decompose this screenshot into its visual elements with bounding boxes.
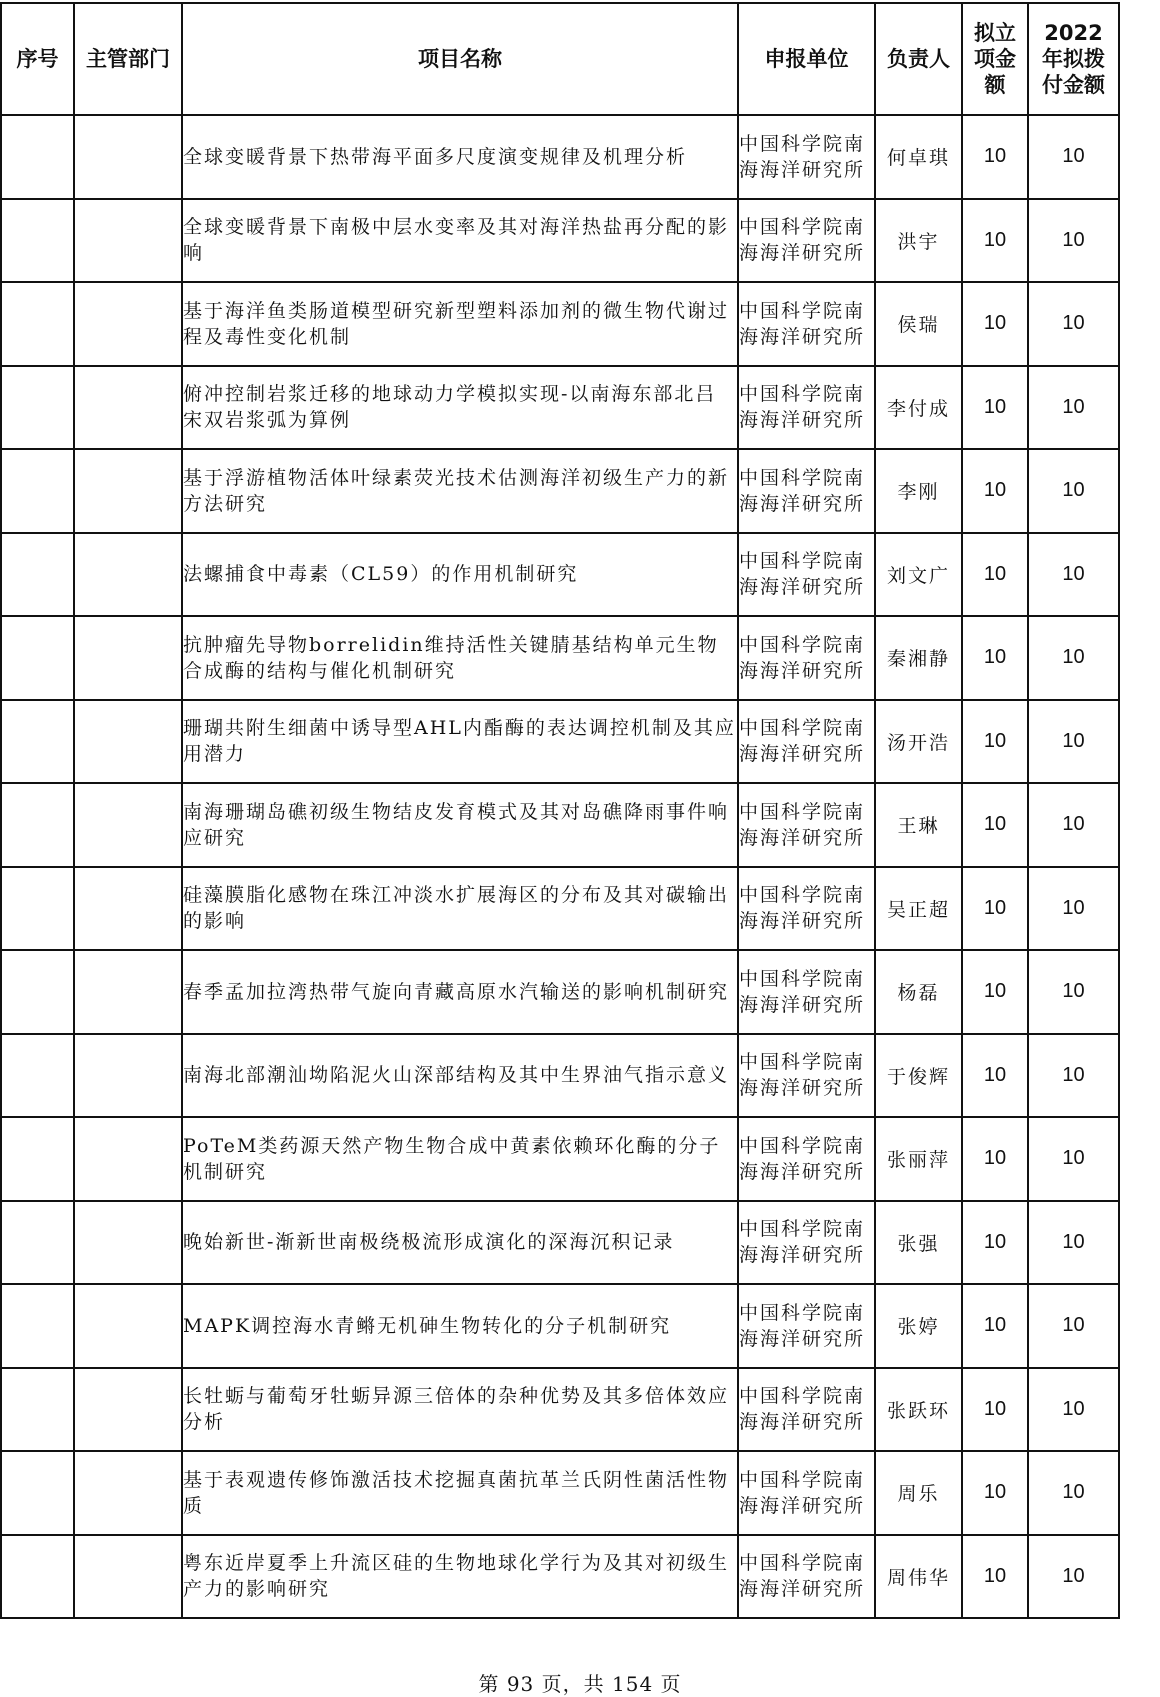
project-table (0, 2, 1120, 1619)
cell-dept (74, 1034, 182, 1118)
cell-alloc: 10 (1028, 449, 1119, 533)
table-row (1, 1451, 1119, 1535)
cell-project-name: 俯冲控制岩浆迁移的地球动力学模拟实现-以南海东部北吕宋双岩浆弧为算例 (182, 366, 738, 450)
cell-project-name: MAPK调控海水青鳉无机砷生物转化的分子机制研究 (182, 1284, 738, 1368)
cell-unit: 中国科学院南海海洋研究所 (738, 867, 875, 951)
cell-lead: 张婷 (875, 1284, 962, 1368)
cell-unit: 中国科学院南海海洋研究所 (738, 1535, 875, 1619)
table-row (1, 783, 1119, 867)
cell-amount: 10 (962, 199, 1028, 283)
cell-lead: 李付成 (875, 366, 962, 450)
cell-seq (1, 1535, 74, 1619)
cell-lead: 吴正超 (875, 867, 962, 951)
cell-dept (74, 1201, 182, 1285)
cell-seq (1, 1117, 74, 1201)
cell-dept (74, 1535, 182, 1619)
cell-seq (1, 533, 74, 617)
table-row (1, 1284, 1119, 1368)
cell-amount: 10 (962, 1368, 1028, 1452)
cell-seq (1, 1034, 74, 1118)
cell-project-name: 粤东近岸夏季上升流区硅的生物地球化学行为及其对初级生产力的影响研究 (182, 1535, 738, 1619)
cell-alloc: 10 (1028, 616, 1119, 700)
table-row (1, 1368, 1119, 1452)
cell-amount: 10 (962, 1535, 1028, 1619)
table-row (1, 282, 1119, 366)
header-seq: 序号 (1, 3, 74, 115)
cell-lead: 周伟华 (875, 1535, 962, 1619)
cell-project-name: 春季孟加拉湾热带气旋向青藏高原水汽输送的影响机制研究 (182, 950, 738, 1034)
cell-lead: 汤开浩 (875, 700, 962, 784)
cell-amount: 10 (962, 950, 1028, 1034)
table-row (1, 1201, 1119, 1285)
cell-seq (1, 1451, 74, 1535)
cell-amount: 10 (962, 449, 1028, 533)
cell-dept (74, 1117, 182, 1201)
cell-seq (1, 783, 74, 867)
cell-lead: 洪宇 (875, 199, 962, 283)
cell-lead: 王琳 (875, 783, 962, 867)
header-dept: 主管部门 (74, 3, 182, 115)
cell-seq (1, 1368, 74, 1452)
cell-dept (74, 199, 182, 283)
cell-unit: 中国科学院南海海洋研究所 (738, 700, 875, 784)
header-row (1, 3, 1119, 115)
cell-unit: 中国科学院南海海洋研究所 (738, 1368, 875, 1452)
cell-project-name: 法螺捕食中毒素（CL59）的作用机制研究 (182, 533, 738, 617)
cell-project-name: PoTeM类药源天然产物生物合成中黄素依赖环化酶的分子机制研究 (182, 1117, 738, 1201)
cell-amount: 10 (962, 1034, 1028, 1118)
cell-alloc: 10 (1028, 867, 1119, 951)
cell-alloc: 10 (1028, 115, 1119, 199)
cell-alloc: 10 (1028, 1368, 1119, 1452)
cell-amount: 10 (962, 366, 1028, 450)
cell-lead: 张跃环 (875, 1368, 962, 1452)
cell-project-name: 基于表观遗传修饰激活技术挖掘真菌抗革兰氏阴性菌活性物质 (182, 1451, 738, 1535)
cell-amount: 10 (962, 282, 1028, 366)
cell-project-name: 长牡蛎与葡萄牙牡蛎异源三倍体的杂种优势及其多倍体效应分析 (182, 1368, 738, 1452)
cell-unit: 中国科学院南海海洋研究所 (738, 950, 875, 1034)
cell-unit: 中国科学院南海海洋研究所 (738, 1201, 875, 1285)
cell-alloc: 10 (1028, 1535, 1119, 1619)
cell-seq (1, 199, 74, 283)
table-row (1, 533, 1119, 617)
table-row (1, 700, 1119, 784)
cell-seq (1, 867, 74, 951)
cell-alloc: 10 (1028, 700, 1119, 784)
cell-alloc: 10 (1028, 783, 1119, 867)
cell-project-name: 南海珊瑚岛礁初级生物结皮发育模式及其对岛礁降雨事件响应研究 (182, 783, 738, 867)
cell-project-name: 南海北部潮汕坳陷泥火山深部结构及其中生界油气指示意义 (182, 1034, 738, 1118)
cell-lead: 张丽萍 (875, 1117, 962, 1201)
header-amount: 拟立项金额 (962, 3, 1028, 115)
cell-lead: 何卓琪 (875, 115, 962, 199)
cell-project-name: 抗肿瘤先导物borrelidin维持活性关键腈基结构单元生物合成酶的结构与催化机制研究 (182, 616, 738, 700)
cell-alloc: 10 (1028, 1201, 1119, 1285)
cell-dept (74, 783, 182, 867)
cell-unit: 中国科学院南海海洋研究所 (738, 616, 875, 700)
cell-amount: 10 (962, 533, 1028, 617)
cell-seq (1, 449, 74, 533)
cell-lead: 于俊辉 (875, 1034, 962, 1118)
header-lead: 负责人 (875, 3, 962, 115)
cell-lead: 张强 (875, 1201, 962, 1285)
table-row (1, 1117, 1119, 1201)
table-row (1, 449, 1119, 533)
cell-dept (74, 1368, 182, 1452)
cell-lead: 刘文广 (875, 533, 962, 617)
cell-project-name: 全球变暖背景下热带海平面多尺度演变规律及机理分析 (182, 115, 738, 199)
cell-lead: 杨磊 (875, 950, 962, 1034)
cell-dept (74, 616, 182, 700)
cell-project-name: 硅藻膜脂化感物在珠江冲淡水扩展海区的分布及其对碳输出的影响 (182, 867, 738, 951)
cell-unit: 中国科学院南海海洋研究所 (738, 533, 875, 617)
cell-dept (74, 1284, 182, 1368)
cell-lead: 秦湘静 (875, 616, 962, 700)
cell-dept (74, 867, 182, 951)
table-row (1, 867, 1119, 951)
table-row (1, 199, 1119, 283)
cell-seq (1, 282, 74, 366)
cell-dept (74, 700, 182, 784)
cell-seq (1, 1284, 74, 1368)
cell-alloc: 10 (1028, 1284, 1119, 1368)
cell-unit: 中国科学院南海海洋研究所 (738, 1284, 875, 1368)
cell-alloc: 10 (1028, 199, 1119, 283)
cell-seq (1, 366, 74, 450)
cell-amount: 10 (962, 1201, 1028, 1285)
cell-amount: 10 (962, 1117, 1028, 1201)
cell-unit: 中国科学院南海海洋研究所 (738, 1034, 875, 1118)
cell-dept (74, 950, 182, 1034)
cell-project-name: 晚始新世-渐新世南极绕极流形成演化的深海沉积记录 (182, 1201, 738, 1285)
cell-seq (1, 115, 74, 199)
cell-amount: 10 (962, 115, 1028, 199)
cell-unit: 中国科学院南海海洋研究所 (738, 783, 875, 867)
cell-alloc: 10 (1028, 1034, 1119, 1118)
cell-alloc: 10 (1028, 282, 1119, 366)
header-alloc: 2022年拟拨付金额 (1028, 3, 1119, 115)
cell-amount: 10 (962, 616, 1028, 700)
cell-alloc: 10 (1028, 366, 1119, 450)
cell-amount: 10 (962, 1451, 1028, 1535)
table-row (1, 1535, 1119, 1619)
header-name: 项目名称 (182, 3, 738, 115)
cell-dept (74, 115, 182, 199)
cell-alloc: 10 (1028, 1117, 1119, 1201)
cell-unit: 中国科学院南海海洋研究所 (738, 1117, 875, 1201)
cell-unit: 中国科学院南海海洋研究所 (738, 199, 875, 283)
cell-unit: 中国科学院南海海洋研究所 (738, 366, 875, 450)
table-row (1, 115, 1119, 199)
cell-alloc: 10 (1028, 1451, 1119, 1535)
table-row (1, 366, 1119, 450)
cell-unit: 中国科学院南海海洋研究所 (738, 1451, 875, 1535)
cell-seq (1, 950, 74, 1034)
cell-amount: 10 (962, 1284, 1028, 1368)
cell-dept (74, 282, 182, 366)
cell-amount: 10 (962, 867, 1028, 951)
header-unit: 申报单位 (738, 3, 875, 115)
cell-amount: 10 (962, 700, 1028, 784)
cell-lead: 侯瑞 (875, 282, 962, 366)
cell-project-name: 珊瑚共附生细菌中诱导型AHL内酯酶的表达调控机制及其应用潜力 (182, 700, 738, 784)
cell-alloc: 10 (1028, 533, 1119, 617)
cell-amount: 10 (962, 783, 1028, 867)
cell-dept (74, 449, 182, 533)
cell-seq (1, 700, 74, 784)
table-row (1, 1034, 1119, 1118)
page-footer: 第 93 页，共 154 页 (478, 1672, 682, 1696)
cell-dept (74, 533, 182, 617)
cell-alloc: 10 (1028, 950, 1119, 1034)
table-row (1, 950, 1119, 1034)
cell-project-name: 基于海洋鱼类肠道模型研究新型塑料添加剂的微生物代谢过程及毒性变化机制 (182, 282, 738, 366)
cell-project-name: 基于浮游植物活体叶绿素荧光技术估测海洋初级生产力的新方法研究 (182, 449, 738, 533)
cell-lead: 周乐 (875, 1451, 962, 1535)
cell-unit: 中国科学院南海海洋研究所 (738, 282, 875, 366)
cell-project-name: 全球变暖背景下南极中层水变率及其对海洋热盐再分配的影响 (182, 199, 738, 283)
cell-dept (74, 1451, 182, 1535)
cell-unit: 中国科学院南海海洋研究所 (738, 449, 875, 533)
cell-seq (1, 616, 74, 700)
cell-lead: 李刚 (875, 449, 962, 533)
cell-dept (74, 366, 182, 450)
cell-unit: 中国科学院南海海洋研究所 (738, 115, 875, 199)
table-row (1, 616, 1119, 700)
cell-seq (1, 1201, 74, 1285)
